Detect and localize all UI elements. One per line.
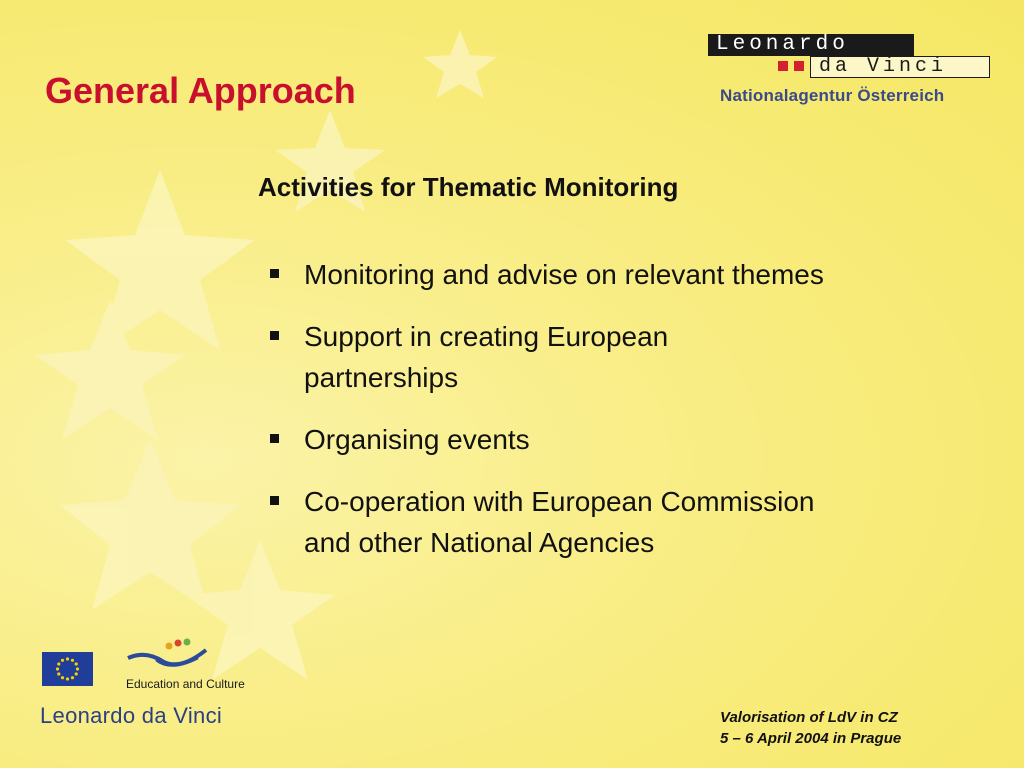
square-bullet-icon bbox=[270, 331, 279, 340]
ec-caption: Education and Culture bbox=[126, 677, 245, 691]
slide-subtitle: Activities for Thematic Monitoring bbox=[258, 172, 679, 202]
bullet-list bbox=[268, 254, 828, 584]
footer-line-2: 5 – 6 April 2004 in Prague bbox=[720, 730, 902, 747]
slide-title: General Approach bbox=[45, 70, 356, 111]
bullet-item bbox=[268, 481, 828, 563]
bullet-text: Monitoring and advise on relevant themes bbox=[304, 259, 824, 290]
logo-red-square-2 bbox=[794, 61, 804, 71]
bullet-item bbox=[268, 254, 828, 295]
education-culture-logo-icon bbox=[126, 636, 221, 676]
footer-note bbox=[720, 707, 901, 749]
logo-word-da-vinci: da Vinci bbox=[810, 56, 990, 78]
logo-red-square-1 bbox=[778, 61, 788, 71]
logo-word-leonardo: Leonardo bbox=[708, 34, 914, 56]
square-bullet-icon bbox=[270, 496, 279, 505]
bullet-text: Support in creating European partnerships bbox=[304, 321, 669, 393]
square-bullet-icon bbox=[270, 269, 279, 278]
program-logo-text: Leonardo da Vinci bbox=[40, 703, 223, 728]
square-bullet-icon bbox=[270, 434, 279, 443]
bullet-text: Organising events bbox=[304, 424, 530, 455]
bullet-item bbox=[268, 316, 828, 398]
bullet-item bbox=[268, 419, 828, 460]
footer-line-1: Valorisation of LdV in CZ bbox=[720, 709, 898, 726]
eu-flag-icon bbox=[42, 652, 93, 686]
leonardo-agency-logo bbox=[708, 34, 992, 114]
logo-agency-name: Nationalagentur Österreich bbox=[720, 86, 945, 105]
bullet-text: Co-operation with European Commission and other National Agencies bbox=[304, 486, 815, 558]
